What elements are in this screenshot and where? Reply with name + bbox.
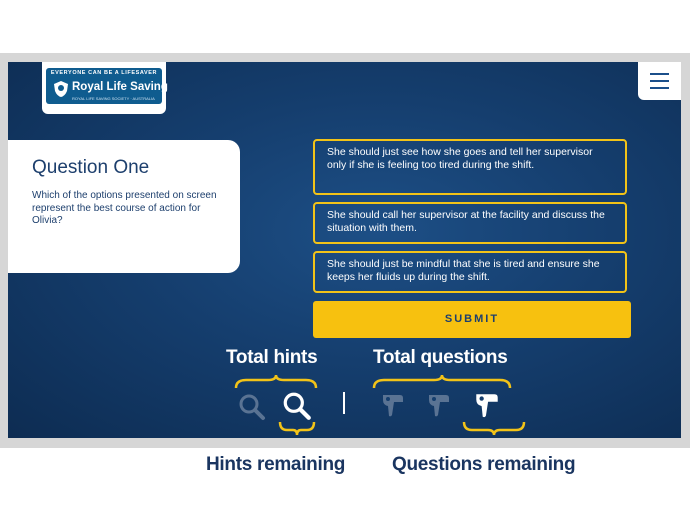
total-hints-label: Total hints	[226, 347, 318, 368]
submit-button[interactable]: SUBMIT	[313, 301, 631, 338]
crest-icon	[53, 80, 69, 98]
magnifier-icon	[237, 393, 267, 421]
logo-subtitle: ROYAL LIFE SAVING SOCIETY · AUSTRALIA	[72, 96, 155, 101]
hints-remaining-label: Hints remaining	[206, 454, 346, 475]
total-hints-brace	[234, 374, 318, 390]
menu-button[interactable]	[638, 62, 681, 100]
questions-remaining-brace	[462, 420, 526, 436]
logo-badge	[46, 68, 168, 104]
menu-icon	[650, 73, 669, 75]
question-text: Which of the options presented on screen represent the best course of action for Olivia?	[32, 190, 217, 226]
answer-option-3[interactable]: She should just be mindful that she is tired and ensure she keeps her fluids up during the shift.	[313, 251, 627, 293]
menu-icon	[650, 80, 669, 82]
whistle-icon	[380, 391, 406, 419]
royal-life-saving-logo	[42, 62, 166, 114]
logo-name: Royal Life Saving	[72, 81, 168, 93]
answer-option-1[interactable]: She should just see how she goes and tell her supervisor only if she is feeling too tired during the shift.	[313, 139, 627, 195]
menu-icon	[650, 87, 669, 89]
hints-remaining-brace	[278, 420, 316, 436]
total-questions-label: Total questions	[373, 347, 508, 368]
questions-remaining-label: Questions remaining	[392, 454, 576, 475]
separator	[343, 392, 345, 414]
quiz-screen	[8, 62, 681, 438]
whistle-icon	[473, 390, 501, 420]
total-questions-brace	[372, 374, 512, 390]
question-title: Question One	[32, 157, 150, 178]
magnifier-icon	[281, 391, 313, 421]
answer-option-2[interactable]: She should call her supervisor at the facility and discuss the situation with them.	[313, 202, 627, 244]
question-card	[8, 140, 240, 273]
whistle-icon	[426, 391, 452, 419]
logo-tagline: EVERYONE CAN BE A LIFESAVER	[50, 70, 158, 76]
